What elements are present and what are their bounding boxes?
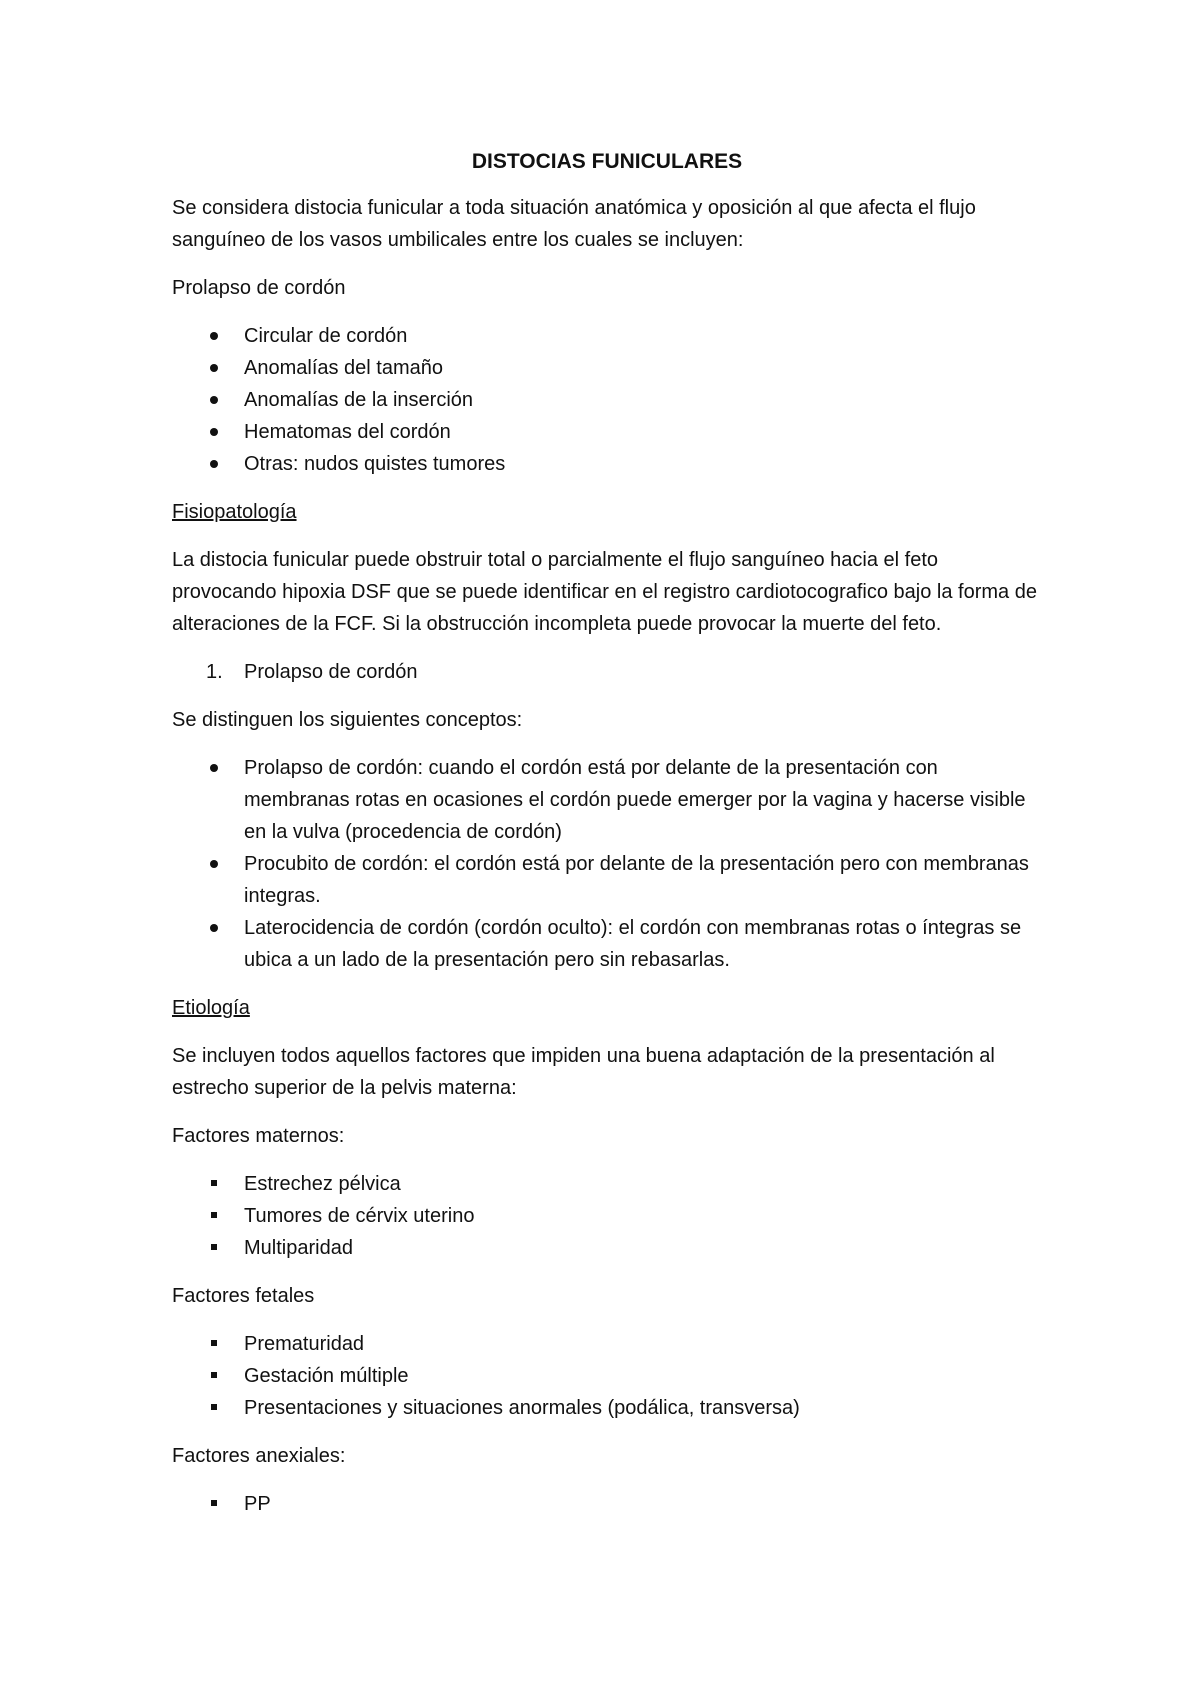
list-item: Multiparidad (172, 1232, 1042, 1264)
list-item: Anomalías de la inserción (172, 384, 1042, 416)
maternos-list (172, 1168, 1042, 1264)
fetales-list (172, 1328, 1042, 1424)
list-item: Gestación múltiple (172, 1360, 1042, 1392)
list-item-text: Prolapso de cordón (244, 661, 418, 683)
list-item: Circular de cordón (172, 320, 1042, 352)
conceptos-list (172, 752, 1042, 976)
numbered-list (172, 656, 1042, 688)
fisiopatologia-paragraph: La distocia funicular puede obstruir total o parcialmente el flujo sanguíneo hacia el feto provocando hipoxia DSF que se puede identificar en el registro cardiotocografico bajo la forma de alteraciones de la FCF. Si la obstrucción incompleta puede provocar la muerte del feto. (172, 549, 1037, 635)
fetales-heading: Factores fetales (172, 1285, 315, 1307)
list-item: Procubito de cordón: el cordón está por delante de la presentación pero con membranas integras. (172, 848, 1042, 912)
intro-paragraph: Se considera distocia funicular a toda situación anatómica y oposición al que afecta el flujo sanguíneo de los vasos umbilicales entre los cuales se incluyen: (172, 197, 976, 251)
list-item: Presentaciones y situaciones anormales (podálica, transversa) (172, 1392, 1042, 1424)
maternos-heading: Factores maternos: (172, 1125, 345, 1147)
list-item: Hematomas del cordón (172, 416, 1042, 448)
list-item: Otras: nudos quistes tumores (172, 448, 1042, 480)
list-item: Laterocidencia de cordón (cordón oculto): el cordón con membranas rotas o íntegras se ubica a un lado de la presentación pero sin rebasarlas. (172, 912, 1042, 976)
etiologia-heading: Etiología (172, 997, 250, 1019)
list-item (172, 656, 1042, 688)
causes-list (172, 320, 1042, 480)
list-item: Prolapso de cordón: cuando el cordón está por delante de la presentación con membranas rotas en ocasiones el cordón puede emerger por la vagina y hacerse visible en la vulva (procedencia de cordón) (172, 752, 1042, 848)
etiologia-paragraph: Se incluyen todos aquellos factores que impiden una buena adaptación de la presentación al estrecho superior de la pelvis materna: (172, 1045, 995, 1099)
list-item: Prematuridad (172, 1328, 1042, 1360)
list-item: Estrechez pélvica (172, 1168, 1042, 1200)
list-item: PP (172, 1488, 1042, 1520)
list-number: 1. (206, 661, 223, 683)
anexiales-heading: Factores anexiales: (172, 1445, 346, 1467)
list-item: Tumores de cérvix uterino (172, 1200, 1042, 1232)
document-body (172, 146, 1042, 1536)
fisiopatologia-heading: Fisiopatología (172, 501, 297, 523)
document-title: DISTOCIAS FUNICULARES (471, 150, 743, 173)
conceptos-intro: Se distinguen los siguientes conceptos: (172, 709, 523, 731)
prolapso-heading: Prolapso de cordón (172, 277, 346, 299)
anexiales-list (172, 1488, 1042, 1520)
list-item: Anomalías del tamaño (172, 352, 1042, 384)
